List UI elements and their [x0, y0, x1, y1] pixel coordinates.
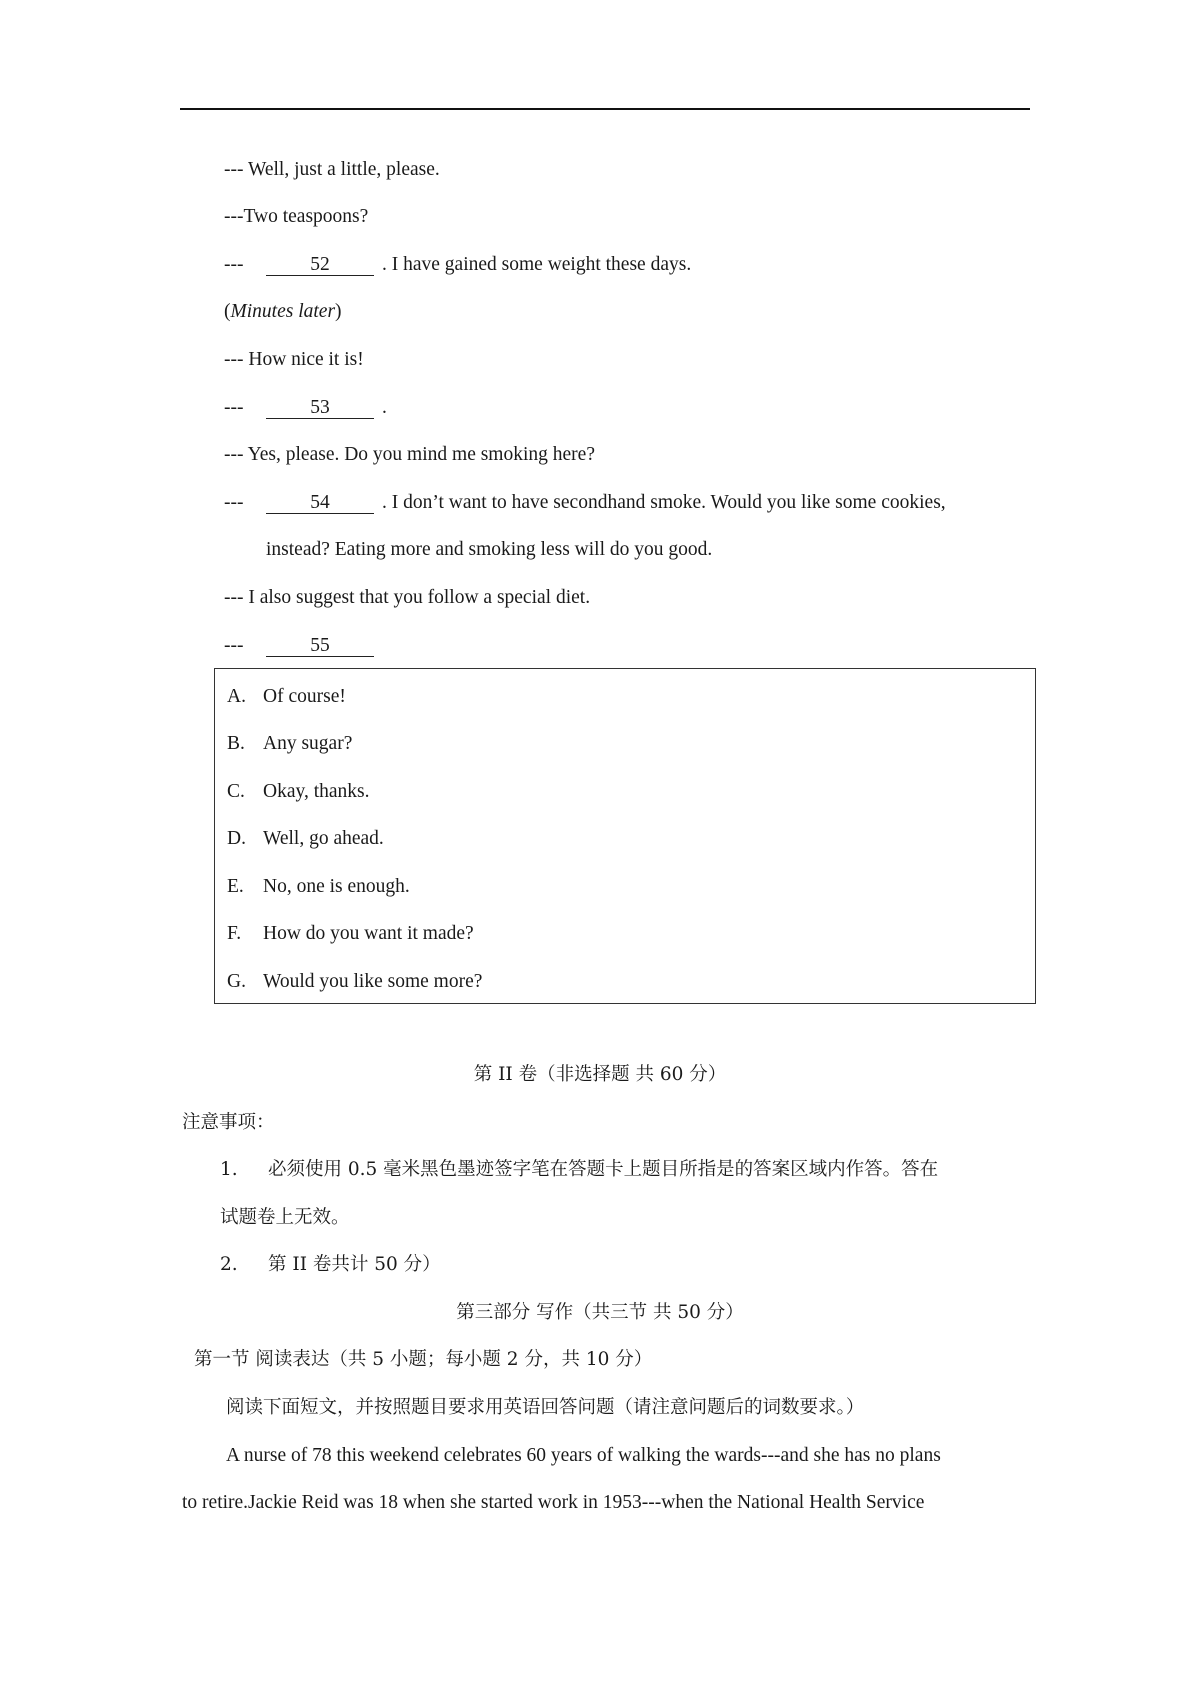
- dash-prefix: ---: [224, 492, 244, 513]
- option-text: Any sugar?: [263, 733, 353, 754]
- notice-item-number: 1.: [220, 1159, 238, 1180]
- option-letter: F.: [227, 923, 242, 944]
- part2-title: 第 II 卷（非选择题 共 60 分）: [473, 1064, 727, 1085]
- option-text: Okay, thanks.: [263, 781, 370, 802]
- option-g: [227, 970, 482, 994]
- dialogue-text: .: [382, 397, 387, 418]
- notice-item-2: [220, 1253, 441, 1277]
- dialogue-line: [224, 634, 382, 658]
- dash-prefix: ---: [224, 254, 244, 275]
- dash-prefix: ---: [224, 397, 244, 418]
- passage-line: to retire.Jackie Reid was 18 when she started work in 1953---when the National Health Service: [182, 1492, 925, 1513]
- dash-prefix: ---: [224, 635, 244, 656]
- option-letter: D.: [227, 828, 246, 849]
- dialogue-line: --- Yes, please. Do you mind me smoking here?: [224, 444, 595, 465]
- subsection-title: 第一节 阅读表达（共 5 小题；每小题 2 分，共 10 分）: [194, 1349, 653, 1370]
- option-letter: E.: [227, 876, 244, 897]
- dialogue-line: [224, 253, 691, 277]
- dialogue-line: [224, 491, 946, 515]
- header-rule: [180, 108, 1030, 110]
- instruction: 阅读下面短文，并按照题目要求用英语回答问题（请注意问题后的词数要求。）: [226, 1397, 865, 1418]
- option-a: [227, 685, 346, 709]
- dialogue-line: --- Well, just a little, please.: [224, 159, 440, 180]
- answer-blank-53: 53: [266, 398, 374, 419]
- option-text: Would you like some more?: [263, 971, 483, 992]
- answer-blank-55: 55: [266, 636, 374, 657]
- option-letter: G.: [227, 971, 246, 992]
- answer-blank-52: 52: [266, 255, 374, 276]
- notice-item-number: 2.: [220, 1254, 238, 1275]
- dialogue-line: --- I also suggest that you follow a special diet.: [224, 587, 591, 608]
- option-f: [227, 922, 474, 946]
- answer-blank-54: 54: [266, 493, 374, 514]
- option-text: No, one is enough.: [263, 876, 410, 897]
- dialogue-line: ---Two teaspoons?: [224, 206, 369, 227]
- option-c: [227, 780, 370, 804]
- option-d: [227, 827, 384, 851]
- option-text: How do you want it made?: [263, 923, 474, 944]
- dialogue-text: . I have gained some weight these days.: [382, 254, 692, 275]
- dialogue-line: [224, 396, 387, 420]
- option-letter: A.: [227, 686, 246, 707]
- option-letter: C.: [227, 781, 245, 802]
- notice-item-text: 第 II 卷共计 50 分）: [268, 1254, 441, 1275]
- option-letter: B.: [227, 733, 245, 754]
- notice-item-text: 必须使用 0.5 毫米黑色墨迹签字笔在答题卡上题目所指是的答案区域内作答。答在: [268, 1159, 939, 1180]
- option-text: Well, go ahead.: [263, 828, 384, 849]
- notice-item-1: [220, 1158, 938, 1182]
- section-title: 第三部分 写作（共三节 共 50 分）: [456, 1302, 744, 1323]
- passage-line: A nurse of 78 this weekend celebrates 60 years of walking the wards---and she has no plans: [226, 1445, 941, 1466]
- dialogue-line: --- How nice it is!: [224, 349, 364, 370]
- option-text: Of course!: [263, 686, 346, 707]
- notice-item-1-cont: 试题卷上无效。: [220, 1207, 350, 1228]
- options-box: [214, 668, 1036, 1004]
- option-e: [227, 875, 410, 899]
- notice-heading: 注意事项：: [182, 1112, 275, 1133]
- stage-direction-text: Minutes later: [230, 301, 336, 322]
- dialogue-line-continued: instead? Eating more and smoking less will do you good.: [266, 539, 713, 560]
- stage-direction: (Minutes later): [224, 301, 342, 322]
- option-b: [227, 732, 352, 756]
- dialogue-text: . I don’t want to have secondhand smoke. Would you like some cookies,: [382, 492, 946, 513]
